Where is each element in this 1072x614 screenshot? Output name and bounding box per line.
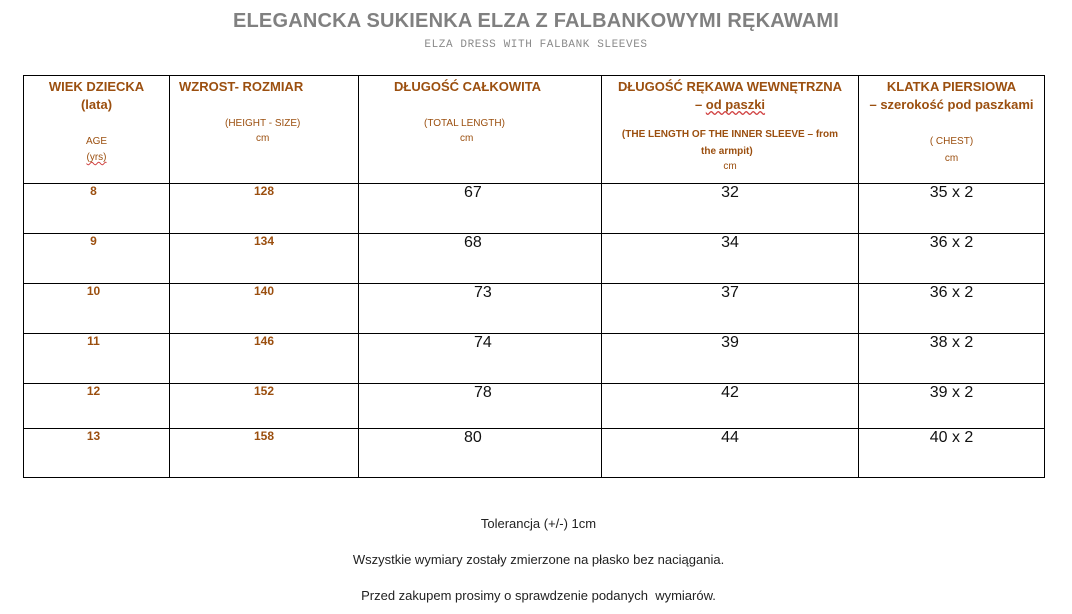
cell-sleeve: 39 xyxy=(602,334,859,384)
header-sleeve-armpit: od paszki xyxy=(705,97,766,112)
header-height-en: (HEIGHT - SIZE) xyxy=(225,118,301,129)
header-age-en: AGE xyxy=(85,136,108,147)
header-sleeve-unit: cm xyxy=(723,161,737,172)
cell-height: 158 xyxy=(170,429,359,478)
cell-height: 134 xyxy=(170,234,359,284)
table-header-row xyxy=(24,76,1045,184)
header-length-title: DŁUGOŚĆ CAŁKOWITA xyxy=(394,79,542,94)
cell-chest: 35 x 2 xyxy=(859,184,1045,234)
cell-length: 67 xyxy=(359,184,602,234)
cell-chest: 36 x 2 xyxy=(859,284,1045,334)
cell-length: 78 xyxy=(359,384,602,429)
header-height xyxy=(170,76,359,184)
cell-length: 74 xyxy=(359,334,602,384)
cell-age: 11 xyxy=(24,334,170,384)
table-row xyxy=(24,384,1045,429)
cell-age: 12 xyxy=(24,384,170,429)
cell-length: 80 xyxy=(359,429,602,478)
header-age xyxy=(24,76,170,184)
header-chest-unit: cm xyxy=(944,153,959,164)
cell-height: 140 xyxy=(170,284,359,334)
cell-age: 10 xyxy=(24,284,170,334)
cell-age: 9 xyxy=(24,234,170,284)
cell-sleeve: 42 xyxy=(602,384,859,429)
header-height-title: WZROST- ROZMIAR xyxy=(179,79,304,94)
header-chest-en: ( CHEST) xyxy=(929,136,974,147)
cell-sleeve: 37 xyxy=(602,284,859,334)
header-sleeve-subtitle xyxy=(602,96,858,114)
header-age-unit-text: (yrs) xyxy=(86,152,107,163)
flat-measure-note: Wszystkie wymiary zostały zmierzone na płasko bez naciągania. xyxy=(352,552,725,567)
cell-chest: 36 x 2 xyxy=(859,234,1045,284)
cell-sleeve: 34 xyxy=(602,234,859,284)
header-height-unit: cm xyxy=(256,133,270,144)
size-table xyxy=(23,75,1045,478)
cell-length: 68 xyxy=(359,234,602,284)
table-row xyxy=(24,334,1045,384)
header-age-subtitle: (lata) xyxy=(80,97,113,112)
table-row xyxy=(24,429,1045,478)
tolerance-note: Tolerancja (+/-) 1cm xyxy=(480,516,597,531)
header-sleeve-title: DŁUGOŚĆ RĘKAWA WEWNĘTRZNA xyxy=(617,79,843,94)
header-length-unit: cm xyxy=(460,133,474,144)
header-chest-subtitle: – szerokość pod paszkami xyxy=(869,97,1034,112)
header-sleeve-dash: – xyxy=(694,97,706,112)
cell-height: 128 xyxy=(170,184,359,234)
cell-length: 73 xyxy=(359,284,602,334)
header-length-en: (TOTAL LENGTH) xyxy=(424,118,505,129)
header-sleeve xyxy=(602,76,859,184)
cell-height: 152 xyxy=(170,384,359,429)
cell-chest: 38 x 2 xyxy=(859,334,1045,384)
header-age-title: WIEK DZIECKA xyxy=(48,79,145,94)
header-age-unit xyxy=(24,150,169,166)
table-row xyxy=(24,284,1045,334)
cell-chest: 40 x 2 xyxy=(859,429,1045,478)
header-chest-title: KLATKA PIERSIOWA xyxy=(886,79,1017,94)
table-row xyxy=(24,234,1045,284)
cell-age: 8 xyxy=(24,184,170,234)
header-sleeve-en2: the armpit) xyxy=(701,146,753,157)
header-length xyxy=(359,76,602,184)
cell-height: 146 xyxy=(170,334,359,384)
page-subtitle: ELZA DRESS WITH FALBANK SLEEVES xyxy=(424,39,648,51)
cell-age: 13 xyxy=(24,429,170,478)
header-chest xyxy=(859,76,1045,184)
cell-sleeve: 44 xyxy=(602,429,859,478)
table-row xyxy=(24,184,1045,234)
cell-sleeve: 32 xyxy=(602,184,859,234)
check-before-buy-note: Przed zakupem prosimy o sprawdzenie podanych wymiarów. xyxy=(361,588,716,603)
page-title: ELEGANCKA SUKIENKA ELZA Z FALBANKOWYMI RĘKAWAMI xyxy=(232,10,840,32)
header-sleeve-en1: (THE LENGTH OF THE INNER SLEEVE – from xyxy=(621,129,839,140)
cell-chest: 39 x 2 xyxy=(859,384,1045,429)
